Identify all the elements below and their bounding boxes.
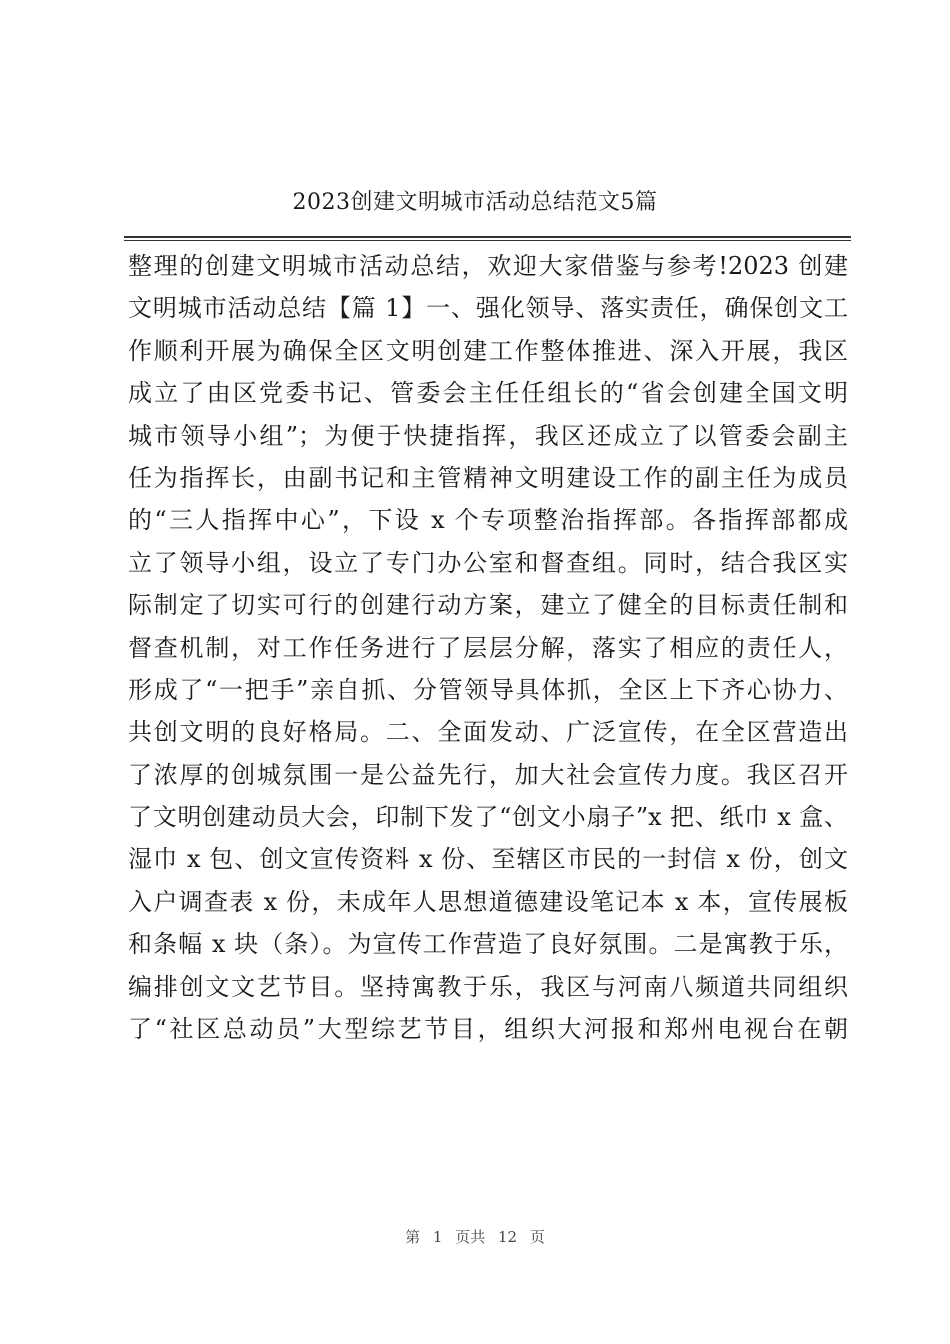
body-line: 了“社区总动员”大型综艺节目，组织大河报和郑州电视台在朝: [128, 1015, 848, 1044]
body-line: 的“三人指挥中心”，下设 x 个专项整治指挥部。各指挥部都成: [128, 506, 848, 535]
body-line: 了浓厚的创城氛围一是公益先行，加大社会宣传力度。我区召开: [128, 760, 848, 789]
body-line: 形成了“一把手”亲自抓、分管领导具体抓，全区上下齐心协力、: [128, 675, 848, 704]
body-line: 任为指挥长，由副书记和主管精神文明建设工作的副主任为成员: [128, 463, 848, 492]
body-line: 了文明创建动员大会，印制下发了“创文小扇子”x 把、纸巾 x 盒、: [128, 803, 848, 832]
title-divider: [124, 236, 851, 241]
body-line: 整理的创建文明城市活动总结，欢迎大家借鉴与参考!2023 创建: [128, 252, 848, 280]
body-line: 城市领导小组”；为便于快捷指挥，我区还成立了以管委会副主: [128, 421, 848, 450]
body-line: 督查机制，对工作任务进行了层层分解，落实了相应的责任人，: [128, 633, 848, 662]
document-title: 2023创建文明城市活动总结范文5篇: [292, 190, 658, 215]
body-line: 作顺利开展为确保全区文明创建工作整体推进、深入开展，我区: [128, 336, 848, 365]
body-line: 湿巾 x 包、创文宣传资料 x 份、至辖区市民的一封信 x 份，创文: [128, 845, 848, 874]
document-body: [128, 245, 848, 1050]
body-line: 成立了由区党委书记、管委会主任任组长的“省会创建全国文明: [128, 379, 848, 408]
body-line: 文明城市活动总结【篇 1】一、强化领导、落实责任，确保创文工: [128, 294, 848, 323]
body-line: 立了领导小组，设立了专门办公室和督查组。同时，结合我区实: [128, 548, 848, 577]
body-line: 共创文明的良好格局。二、全面发动、广泛宣传，在全区营造出: [128, 718, 848, 747]
body-line: 和条幅 x 块（条）。为宣传工作营造了良好氛围。二是寓教于乐，: [128, 930, 848, 959]
body-line: 入户调查表 x 份，未成年人思想道德建设笔记本 x 本，宣传展板: [128, 887, 848, 916]
page-number: 第 1 页共 12 页: [405, 1228, 545, 1246]
body-line: 编排创文文艺节目。坚持寓教于乐，我区与河南八频道共同组织: [128, 972, 848, 1001]
body-line: 际制定了切实可行的创建行动方案，建立了健全的目标责任制和: [128, 591, 848, 620]
